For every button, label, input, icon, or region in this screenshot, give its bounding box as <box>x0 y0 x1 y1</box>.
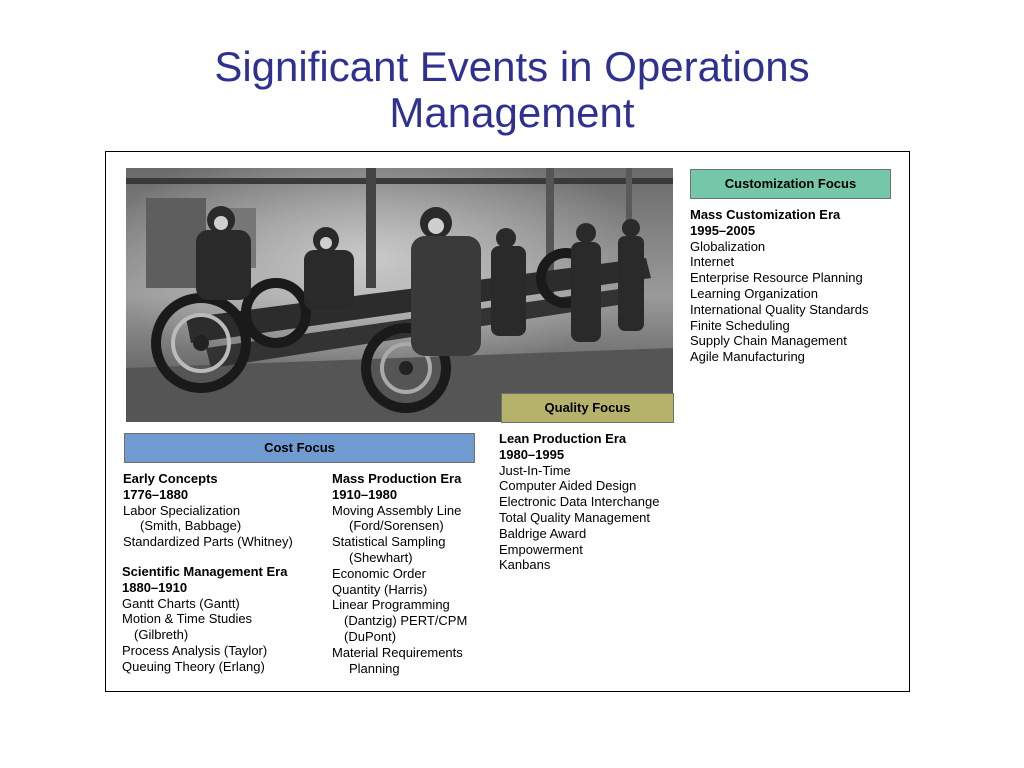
list-item: Enterprise Resource Planning <box>690 270 863 286</box>
early-concepts-era <box>123 471 293 550</box>
era-heading: Early Concepts <box>123 471 218 486</box>
list-item: Quantity (Harris) <box>332 581 428 597</box>
list-item: Standardized Parts (Whitney) <box>123 534 293 550</box>
list-item: Internet <box>690 254 735 270</box>
list-item: Globalization <box>690 238 766 254</box>
scientific-management-era <box>122 564 287 675</box>
list-item: (Gilbreth) <box>134 627 189 643</box>
era-years: 1995–2005 <box>690 222 756 238</box>
list-item: Material Requirements <box>332 644 463 660</box>
list-item: Computer Aided Design <box>499 478 637 494</box>
list-item: Empowerment <box>499 541 583 557</box>
list-item: International Quality Standards <box>690 301 869 317</box>
era-years: 1980–1995 <box>499 446 565 462</box>
customization-focus-banner: Customization Focus <box>690 169 891 199</box>
list-item: Supply Chain Management <box>690 333 847 349</box>
list-item: Total Quality Management <box>499 509 651 525</box>
list-item: Baldrige Award <box>499 525 587 541</box>
cost-focus-banner: Cost Focus <box>124 433 475 463</box>
list-item: (Shewhart) <box>349 549 413 565</box>
era-years: 1880–1910 <box>122 579 188 595</box>
list-item: Process Analysis (Taylor) <box>122 642 268 658</box>
list-item: Kanbans <box>499 557 551 573</box>
list-item: (Ford/Sorensen) <box>349 518 444 534</box>
list-item: Agile Manufacturing <box>690 349 805 365</box>
factory-assembly-line-photo <box>126 168 673 422</box>
list-item: Linear Programming <box>332 597 450 613</box>
lean-production-era <box>499 431 659 573</box>
list-item: Just-In-Time <box>499 462 571 478</box>
list-item: Gantt Charts (Gantt) <box>122 595 240 611</box>
mass-production-era <box>332 471 467 676</box>
list-item: Finite Scheduling <box>690 317 790 333</box>
era-years: 1776–1880 <box>123 486 189 502</box>
title-line-2: Management <box>389 89 635 136</box>
quality-focus-banner: Quality Focus <box>501 393 674 423</box>
era-heading: Mass Production Era <box>332 471 462 486</box>
list-item: Labor Specialization <box>123 502 241 518</box>
title-line-1: Significant Events in Operations <box>214 43 810 90</box>
list-item: (DuPont) <box>344 628 397 644</box>
list-item: Economic Order <box>332 565 426 581</box>
slide-title <box>100 44 924 136</box>
era-years: 1910–1980 <box>332 486 398 502</box>
era-heading: Lean Production Era <box>499 431 627 446</box>
list-item: Statistical Sampling <box>332 534 446 550</box>
era-heading: Scientific Management Era <box>122 564 288 579</box>
list-item: Learning Organization <box>690 285 818 301</box>
era-heading: Mass Customization Era <box>690 207 841 222</box>
list-item: Motion & Time Studies <box>122 611 253 627</box>
list-item: (Smith, Babbage) <box>140 518 242 534</box>
list-item: (Dantzig) PERT/CPM <box>344 613 468 629</box>
list-item: Planning <box>349 660 400 676</box>
list-item: Queuing Theory (Erlang) <box>122 658 265 674</box>
mass-customization-era <box>690 207 869 365</box>
list-item: Electronic Data Interchange <box>499 494 660 510</box>
list-item: Moving Assembly Line <box>332 502 462 518</box>
